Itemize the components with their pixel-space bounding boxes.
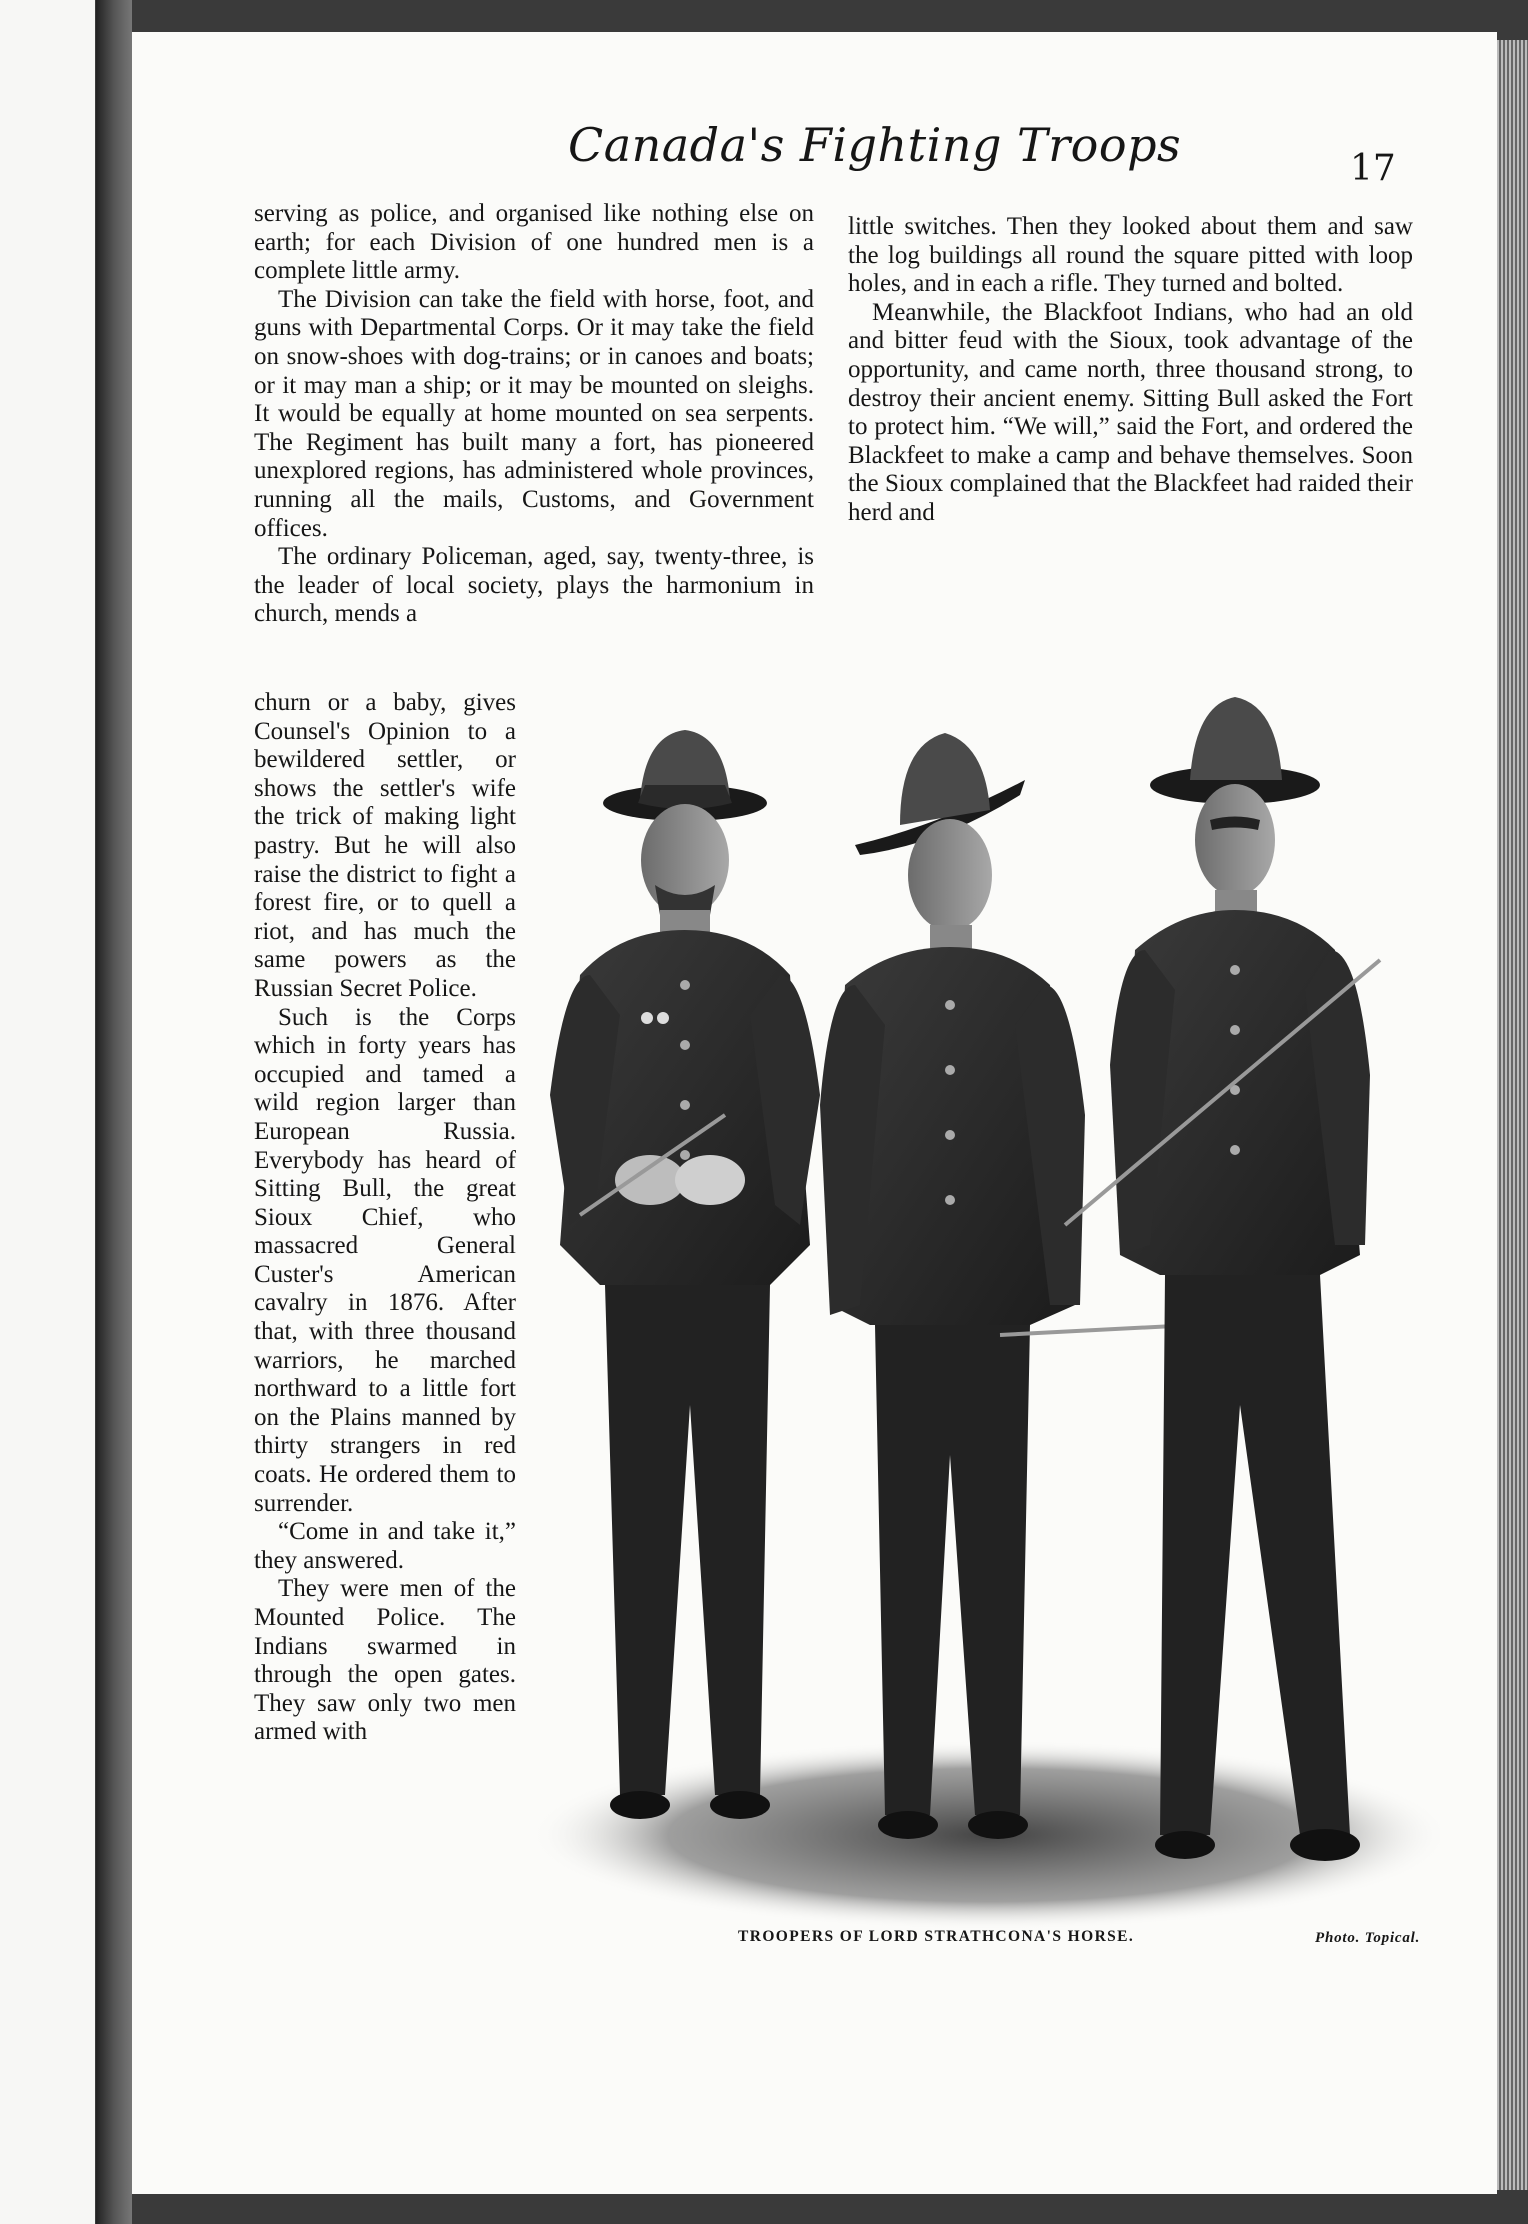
paragraph: Such is the Corps which in forty years has occupied and tamed a wild region larger than European Russia. Everybody has heard of Sitting Bull, the great Sioux Chief, who massacred General Custer's American cavalry in 1876. After that, with three thousand warriors, he marched northward to a little fort on the Plains manned by thirty strangers in red coats. He ordered them to surrender. bbox=[254, 1003, 516, 1517]
trooper-left bbox=[550, 730, 820, 1819]
paragraph: Meanwhile, the Blackfoot Indians, who had an old and bitter feud with the Sioux, took advantage of the opportunity, and came north, three thousand strong, to destroy their ancient enemy. Sitting Bull asked the Fort to protect him. “We will,” said the Fort, and ordered the Blackfeet to make a camp and behave themselves. Soon the Sioux complained that the Blackfeet had raided their herd and bbox=[848, 298, 1413, 526]
facing-page-margin bbox=[0, 0, 95, 2224]
paragraph: “Come in and take it,” they answered. bbox=[254, 1518, 516, 1574]
page-edges bbox=[1497, 40, 1528, 2190]
photo-caption: TROOPERS OF LORD STRATHCONA'S HORSE. bbox=[738, 1928, 1135, 1945]
paragraph: The ordinary Policeman, aged, say, twenty-three, is the leader of local society, plays the harmonium in church, mends a bbox=[254, 543, 814, 628]
paragraph: little switches. Then they looked about them and saw the log buildings all round the square pitted with loop holes, and in each a rifle. They turned and bolted. bbox=[848, 213, 1413, 298]
paragraph: serving as police, and organised like nothing else on earth; for each Division of one hundred men is a complete little army. bbox=[254, 200, 814, 285]
trooper-right bbox=[1065, 697, 1380, 1861]
troopers-photograph bbox=[520, 685, 1440, 1930]
photo-credit: Photo. Topical. bbox=[1315, 1930, 1421, 1946]
left-column-narrow-text bbox=[254, 689, 516, 1747]
book-gutter bbox=[96, 0, 132, 2224]
running-header-title: Canada's Fighting Troops bbox=[568, 118, 1182, 172]
left-column-top-text bbox=[254, 200, 814, 629]
paragraph: churn or a baby, gives Counsel's Opinion to a bewildered settler, or shows the settler's wife the trick of making light pastry. But he will also raise the district to fight a forest fire, or to quell a riot, and has much the same powers as the Russian Secret Police. bbox=[254, 689, 516, 1002]
paragraph: The Division can take the field with horse, foot, and guns with Departmental Corps. Or it may take the field on snow-shoes with dog-trains; or in canoes and boats; or it may man a ship; or it may be mounted on sleighs. It would be equally at home mounted on sea serpents. The Regiment has built many a fort, has pioneered unexplored regions, has administered whole provinces, running all the mails, Customs, and Government offices. bbox=[254, 285, 814, 542]
right-column-text bbox=[848, 213, 1413, 528]
paragraph: They were men of the Mounted Police. The Indians swarmed in through the open gates. They saw only two men armed with bbox=[254, 1575, 516, 1746]
page-number: 17 bbox=[1350, 148, 1396, 189]
